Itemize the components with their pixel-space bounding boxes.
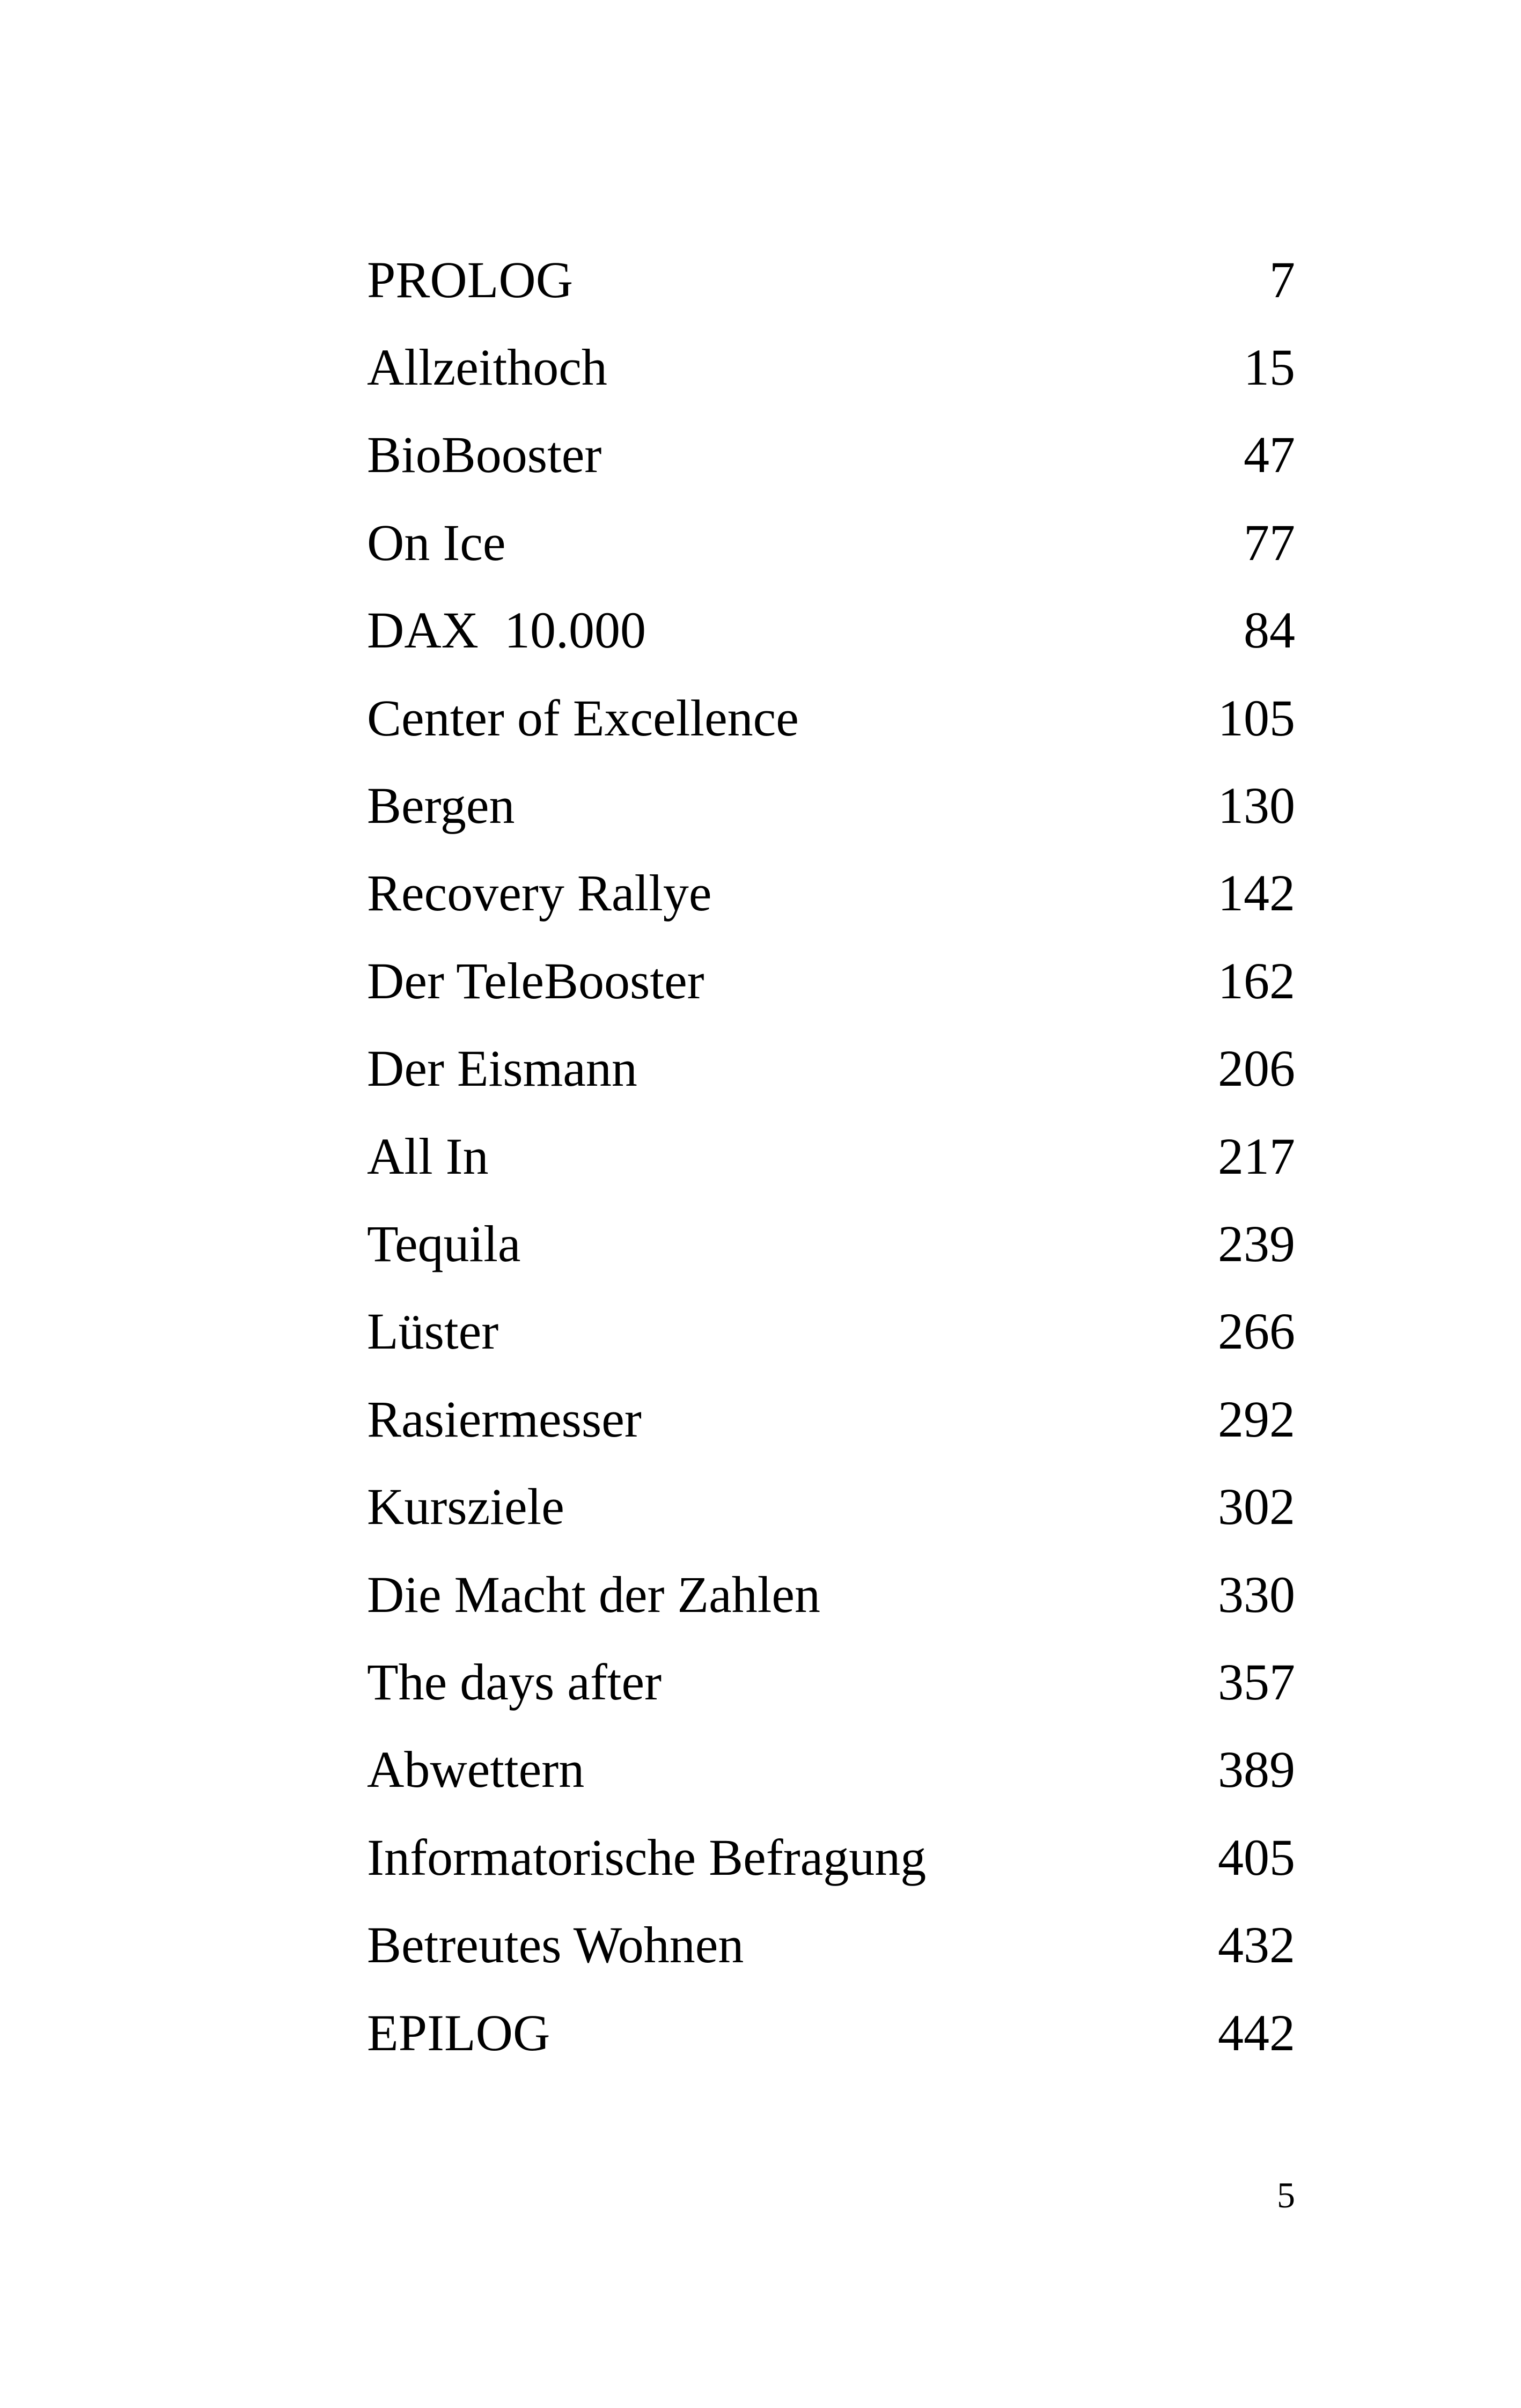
- toc-entry-title: Der TeleBooster: [367, 952, 704, 1010]
- toc-entry: [367, 1814, 1295, 1901]
- toc-entry-title: Rasiermesser: [367, 1390, 642, 1448]
- toc-entry: [367, 323, 1295, 411]
- toc-entry: [367, 1989, 1295, 2076]
- toc-entry-page: 47: [1244, 426, 1295, 484]
- toc-entry-title: Kursziele: [367, 1478, 564, 1536]
- toc-entry-page: 206: [1218, 1040, 1295, 1098]
- toc-entry-title: PROLOG: [367, 251, 574, 308]
- toc-entry: [367, 937, 1295, 1025]
- toc-entry: [367, 1025, 1295, 1113]
- toc-entry: [367, 1638, 1295, 1726]
- toc-entry: [367, 236, 1295, 323]
- toc-entry-title: Allzeithoch: [367, 338, 607, 396]
- toc-entry-page: 142: [1218, 864, 1295, 922]
- page-number: 5: [1277, 2175, 1295, 2215]
- toc-entry-page: 330: [1218, 1565, 1295, 1623]
- toc-entry-page: 130: [1218, 777, 1295, 835]
- toc-entry-title: On Ice: [367, 513, 506, 571]
- toc-entry-page: 15: [1244, 338, 1295, 396]
- toc-entry: [367, 587, 1295, 674]
- toc-entry-page: 292: [1218, 1390, 1295, 1448]
- toc-entry: [367, 1288, 1295, 1375]
- toc-entry: [367, 1463, 1295, 1550]
- toc-entry-title: Informatorische Befragung: [367, 1828, 927, 1886]
- toc-entry-page: 84: [1244, 601, 1295, 659]
- toc-entry: [367, 1113, 1295, 1200]
- toc-entry-title: Tequila: [367, 1214, 521, 1272]
- toc-entry-page: 389: [1218, 1741, 1295, 1799]
- toc-entry-title: BioBooster: [367, 426, 602, 484]
- toc-entry-page: 7: [1269, 251, 1295, 308]
- toc-entry-title: Der Eismann: [367, 1040, 637, 1098]
- toc-entry-page: 432: [1218, 1916, 1295, 1974]
- toc-entry: [367, 674, 1295, 762]
- toc-entry: [367, 762, 1295, 849]
- toc-entry-title: The days after: [367, 1653, 662, 1711]
- toc-entry-title: EPILOG: [367, 2004, 550, 2061]
- toc-entry-title: Lüster: [367, 1302, 499, 1360]
- toc-entry: [367, 850, 1295, 937]
- toc-entry-title: DAX 10.000: [367, 601, 646, 659]
- toc-entry-page: 77: [1244, 513, 1295, 571]
- toc-entry-page: 239: [1218, 1214, 1295, 1272]
- toc-entry-page: 162: [1218, 952, 1295, 1010]
- toc-entry-page: 105: [1218, 689, 1295, 747]
- toc-entry: [367, 499, 1295, 586]
- toc-entry-page: 302: [1218, 1478, 1295, 1536]
- toc-entry-title: Bergen: [367, 777, 515, 835]
- toc-entry-title: Recovery Rallye: [367, 864, 712, 922]
- toc-entry-page: 217: [1218, 1127, 1295, 1185]
- table-of-contents: [367, 236, 1295, 2076]
- toc-entry-page: 266: [1218, 1302, 1295, 1360]
- toc-entry-page: 405: [1218, 1828, 1295, 1886]
- toc-entry-title: Abwettern: [367, 1741, 585, 1799]
- toc-entry-title: All In: [367, 1127, 489, 1185]
- toc-entry: [367, 1551, 1295, 1638]
- toc-entry-title: Center of Excellence: [367, 689, 799, 747]
- toc-entry-title: Betreutes Wohnen: [367, 1916, 744, 1974]
- toc-entry: [367, 1375, 1295, 1463]
- toc-entry: [367, 1726, 1295, 1814]
- toc-entry-title: Die Macht der Zahlen: [367, 1565, 820, 1623]
- toc-entry: [367, 1200, 1295, 1287]
- toc-entry: [367, 1901, 1295, 1989]
- toc-entry-page: 357: [1218, 1653, 1295, 1711]
- toc-entry-page: 442: [1218, 2004, 1295, 2061]
- toc-entry: [367, 411, 1295, 499]
